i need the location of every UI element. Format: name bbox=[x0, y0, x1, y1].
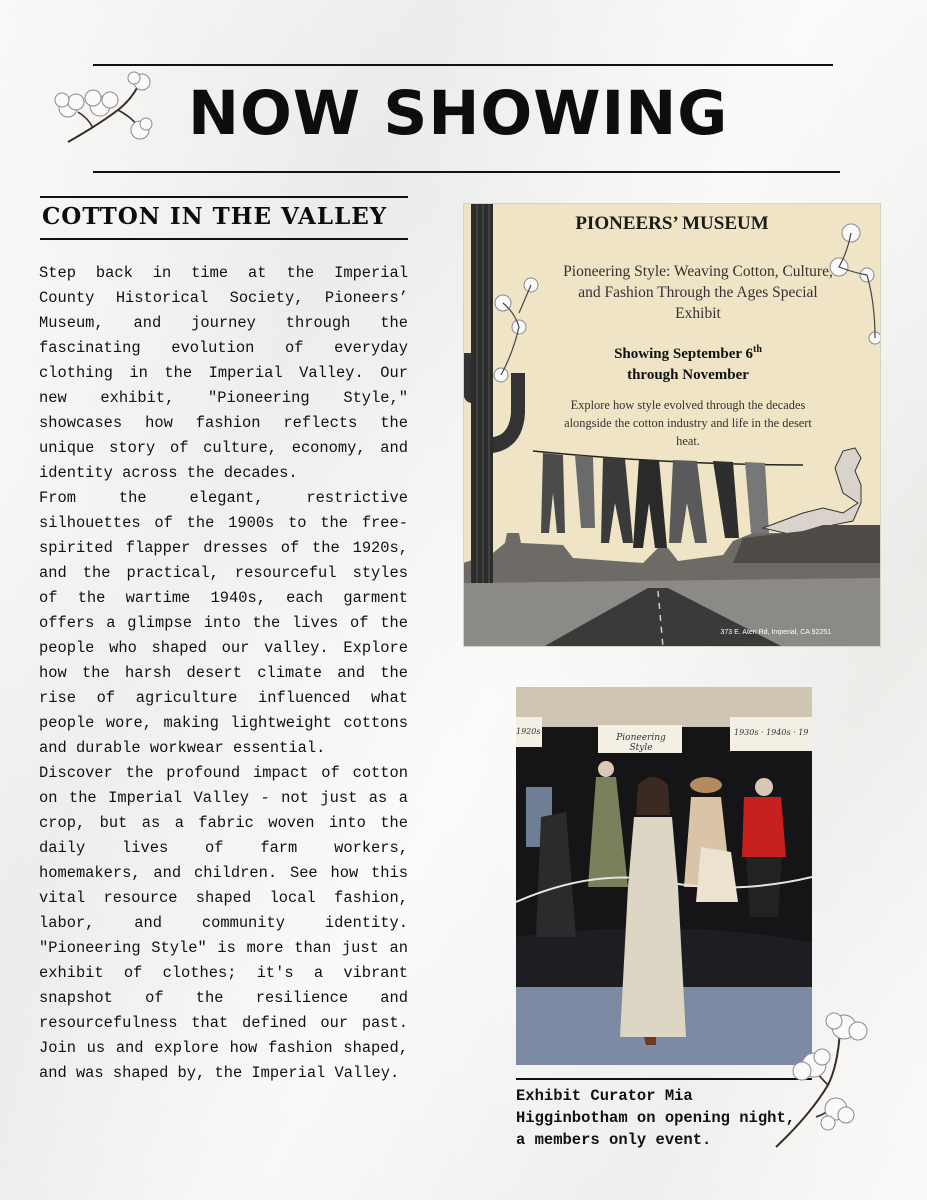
article-paragraph: Step back in time at the Imperial County Historical Society, Pioneers’ Museum, and journey through the fascinating evolution of everyday clothing in the Imperial Valley. Our new exhibit, "Pioneering Style," showcases how fashion reflects the unique story of culture, economy, and identity across the decades. bbox=[39, 264, 408, 482]
poster-showing-prefix: Showing September 6 bbox=[614, 346, 753, 362]
article-paragraph: From the elegant, restrictive silhouettes of the 1900s to the free-spirited flapper dresses of the 1920s, and the practical, resourceful styles of the wartime 1940s, each garment offers a glimpse into the lives of the people who shaped our valley. Explore how the harsh desert climate and the rise of agriculture influenced what people wore, making lightweight cottons and durable workwear essential. bbox=[39, 489, 408, 757]
article-paragraph: Discover the profound impact of cotton on the Imperial Valley - not just as a crop, but as a fabric woven into the daily lives of farm workers, homemakers, and children. See how this vital resource shaped local fashion, labor, and community identity. "Pioneering Style" is more than just an exhibit of clothes; it's a vibrant snapshot of the resilience and resourcefulness that defined our past. Join us and explore how fashion shaped, and was shaped by, the Imperial Valley. bbox=[39, 764, 408, 1082]
poster-showing-suffix: through November bbox=[627, 367, 749, 383]
cotton-branch-icon bbox=[48, 70, 158, 152]
poster-address: 373 E. Aten Rd, Imperial, CA 92251 bbox=[720, 629, 831, 636]
cotton-branch-icon bbox=[770, 1005, 875, 1155]
poster-subtitle: Pioneering Style: Weaving Cotton, Culture, and Fashion Through the Ages Special Exhibit bbox=[563, 263, 833, 322]
section-title: COTTON IN THE VALLEY bbox=[42, 203, 388, 230]
poster-museum-title: PIONEERS’ MUSEUM bbox=[575, 213, 769, 234]
caption-top-rule bbox=[516, 1078, 812, 1080]
section-title-bottom-rule bbox=[40, 238, 408, 240]
poster-showing-dates bbox=[583, 339, 793, 386]
poster-description: Explore how style evolved through the decades alongside the cotton industry and life in the desert heat. bbox=[564, 398, 812, 448]
exhibit-sign-decades: 1930s · 1940s · 19 bbox=[734, 728, 809, 737]
photo-caption: Exhibit Curator Mia Higginbotham on opening night, a members only event. bbox=[516, 1087, 796, 1149]
exhibit-sign-1920s: 1920s bbox=[516, 727, 541, 736]
page-title: NOW SHOWING bbox=[188, 78, 729, 149]
exhibit-sign-title: Pioneering Style bbox=[616, 733, 666, 753]
exhibit-poster bbox=[463, 203, 881, 647]
header-top-rule bbox=[93, 64, 833, 66]
header-bottom-rule bbox=[93, 171, 840, 173]
article-body bbox=[39, 261, 408, 1086]
exhibit-photo bbox=[516, 687, 812, 1065]
section-title-top-rule bbox=[40, 196, 408, 198]
poster-showing-sup: th bbox=[753, 344, 762, 355]
